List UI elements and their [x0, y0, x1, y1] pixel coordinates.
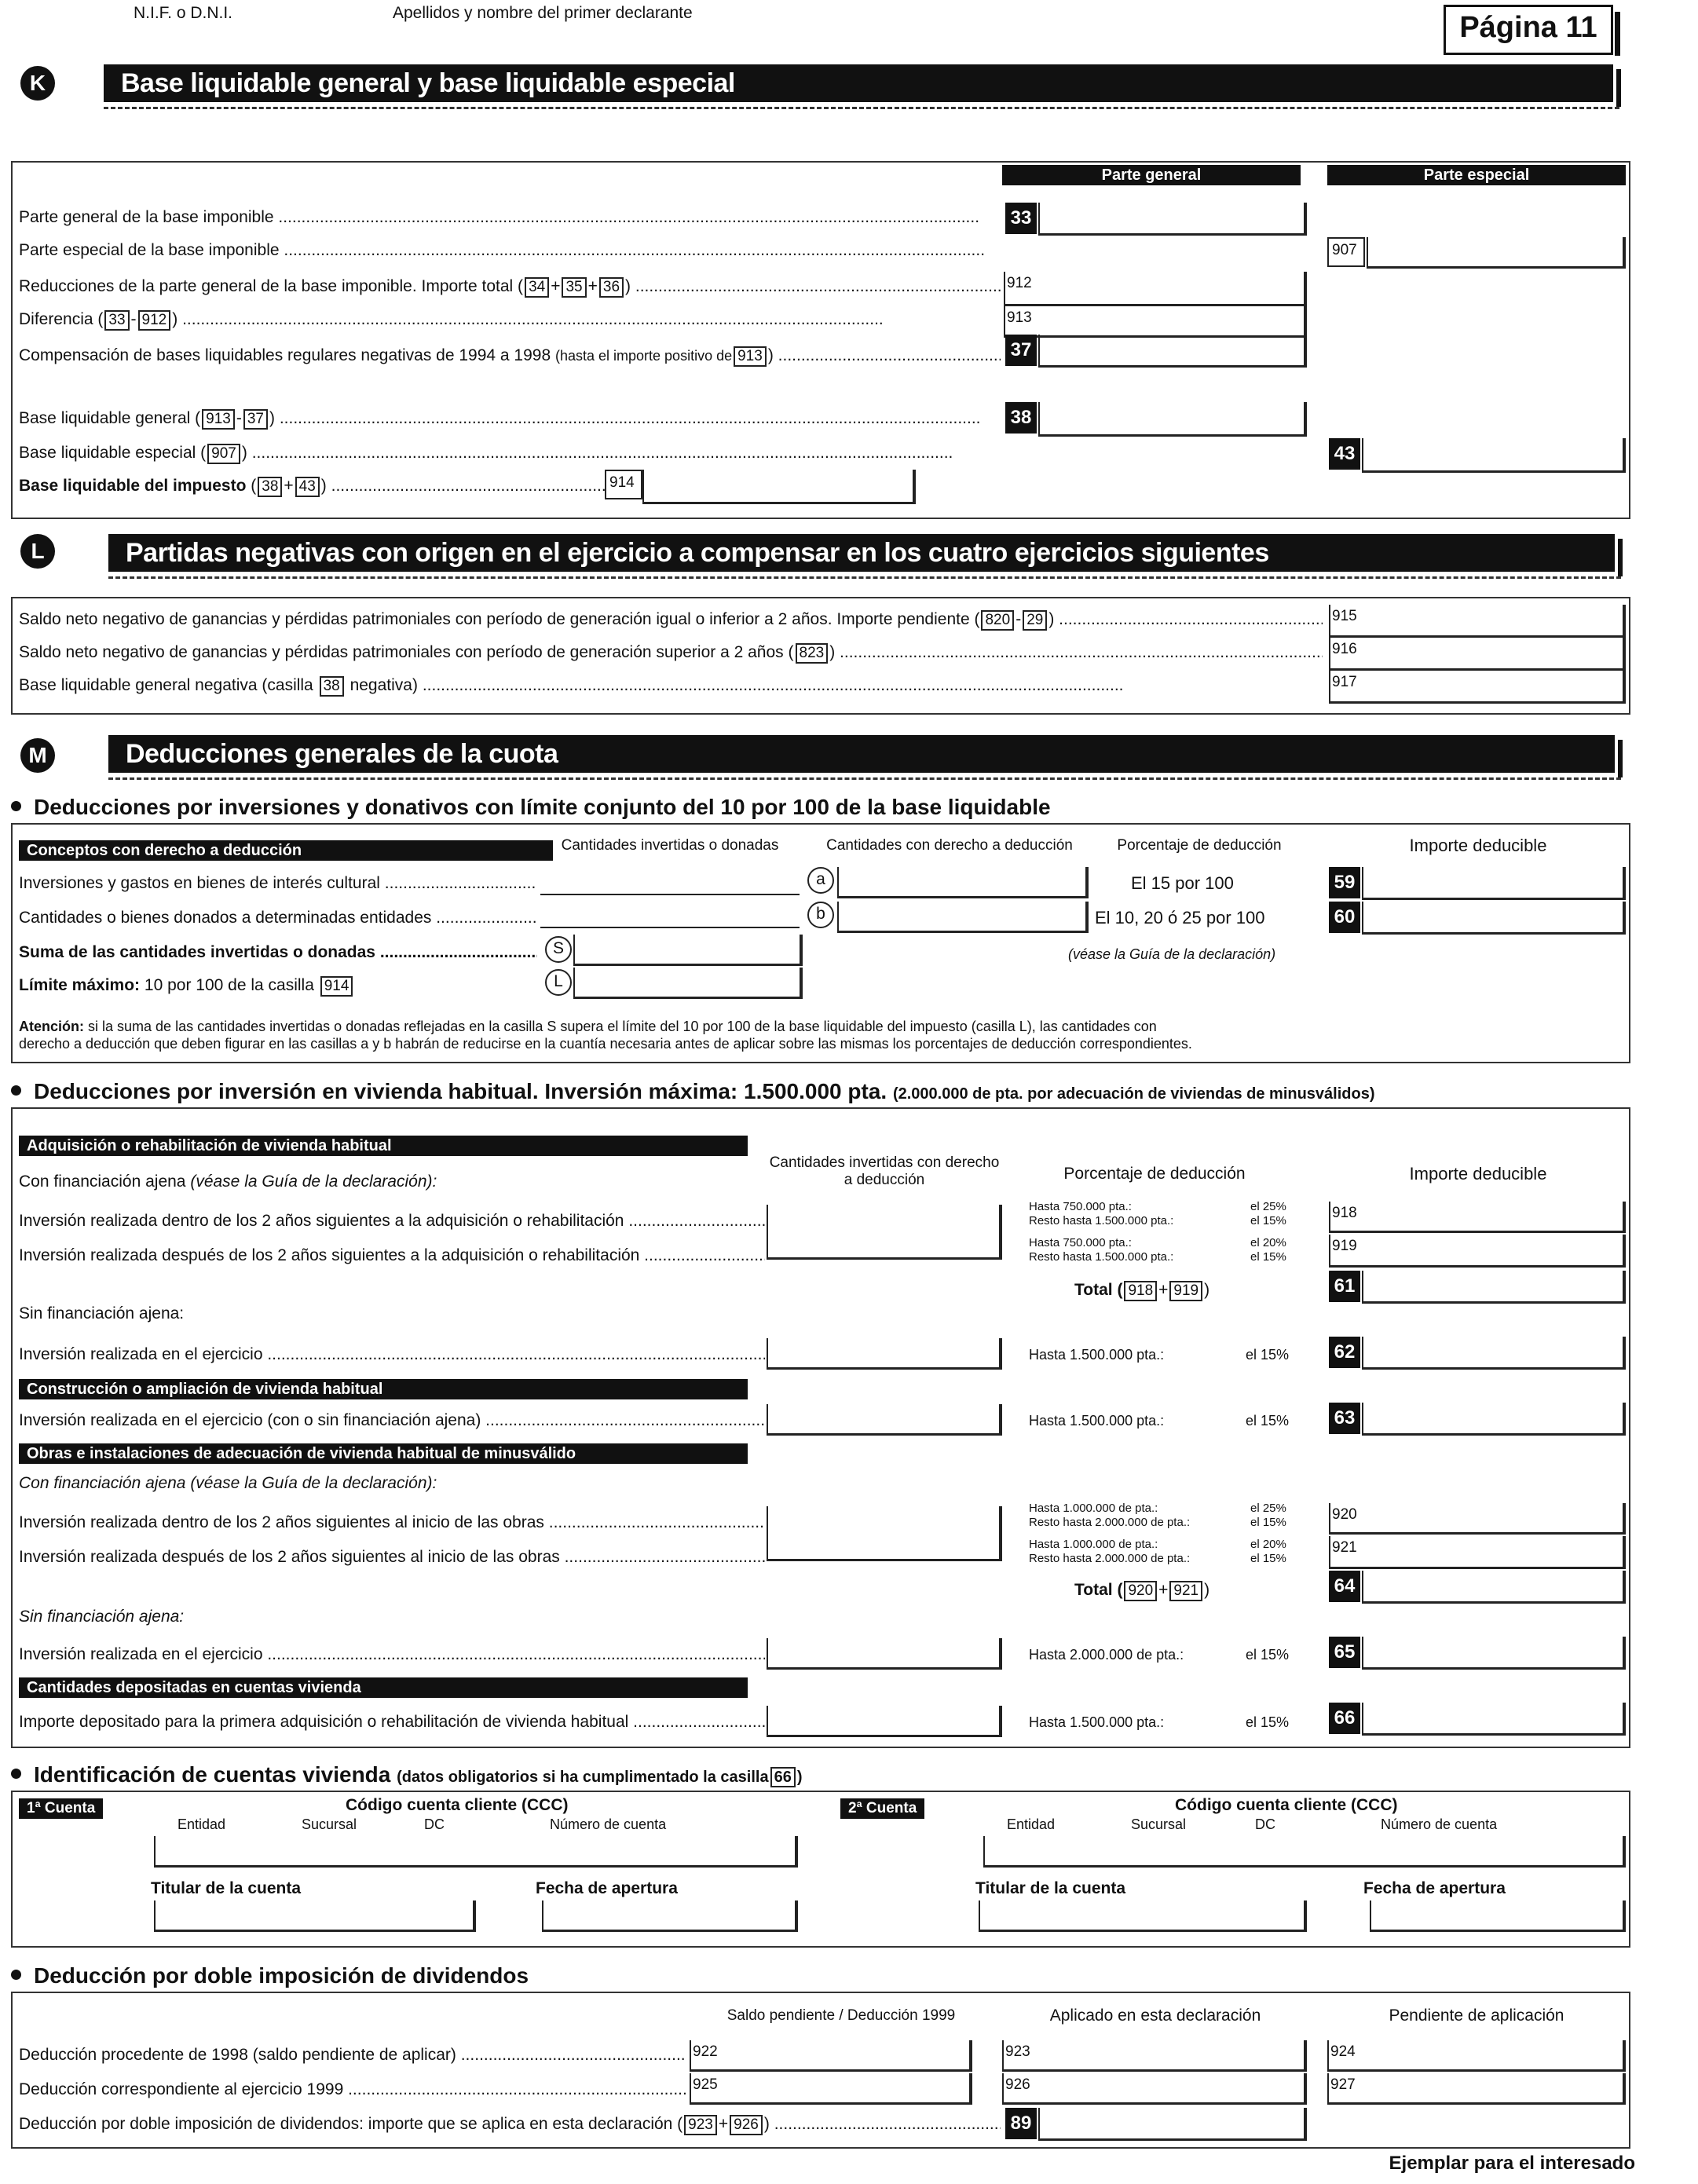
box-64-number: 64 — [1329, 1571, 1360, 1602]
box-926-number: 926 — [1002, 2073, 1038, 2103]
row-saldo-superior-label: Saldo neto negativo de ganancias y pérdidas patrimoniales con período de generación superior a 2 años ( 823 ) ..... — [19, 642, 1323, 664]
section-l-badge: L — [20, 534, 55, 569]
pct-919-line1: Hasta 750.000 pta.: — [1029, 1236, 1132, 1249]
box-59-input[interactable] — [1362, 867, 1626, 900]
numcuenta-label-2: Número de cuenta — [1381, 1816, 1498, 1832]
input-deposito[interactable] — [767, 1706, 1002, 1737]
footer-ejemplar: Ejemplar para el interesado — [1389, 2153, 1635, 2174]
box-33-input[interactable] — [1038, 203, 1307, 236]
circle-b: b — [807, 902, 834, 928]
box-924-input[interactable] — [1327, 2040, 1626, 2072]
colhead-aplicado: Aplicado en esta declaración — [1049, 2007, 1261, 2025]
pct-920-line2-rate: el 15% — [1250, 1516, 1286, 1529]
row-base-especial-label: Base liquidable especial ( 907 ) ..... — [19, 443, 1323, 464]
box-89-input[interactable] — [1038, 2108, 1307, 2141]
sucursal-label-2: Sucursal — [1131, 1816, 1187, 1832]
row-parte-especial-label: Parte especial de la base imponible ..... — [19, 240, 1323, 261]
input-suma[interactable] — [573, 935, 803, 966]
pct-921-line1-rate: el 20% — [1250, 1538, 1286, 1551]
box-60-input[interactable] — [1362, 902, 1626, 935]
box-915-number: 915 — [1329, 605, 1365, 636]
pct-66-limit: Hasta 1.500.000 pta.: — [1029, 1714, 1165, 1730]
note-guia: (véase la Guía de la declaración) — [1068, 946, 1276, 962]
row-ded-1998-label: Deducción procedente de 1998 (saldo pendiente de aplicar) ..... — [19, 2045, 686, 2065]
label-con-financiacion: Con financiación ajena (véase la Guía de la declaración): — [19, 1172, 437, 1191]
fecha-input-2[interactable] — [1370, 1900, 1626, 1932]
label-sin-financiacion: Sin financiación ajena: — [19, 1304, 185, 1322]
fecha-label-2: Fecha de apertura — [1363, 1879, 1506, 1897]
row-obras-sin-fin-label: Inversión realizada en el ejercicio ..... — [19, 1644, 765, 1665]
pct-63-rate: el 15% — [1246, 1413, 1290, 1429]
box-918-number: 918 — [1329, 1202, 1365, 1233]
tag-cuenta-2: 2ª Cuenta — [840, 1798, 924, 1819]
tag-construccion: Construcción o ampliación de vivienda habitual — [19, 1379, 748, 1399]
col-parte-general: Parte general — [1002, 165, 1301, 185]
colhead-viv-importe: Importe deducible — [1409, 1164, 1547, 1183]
pct-921-line1: Hasta 1.000.000 de pta.: — [1029, 1538, 1158, 1551]
nif-label: N.I.F. o D.N.I. — [134, 4, 233, 22]
atencion-line-1: Atención: si la suma de las cantidades invertidas o donadas reflejadas en la casilla S supera el límite del 10 por 100 de la base liquidable del impuesto (casilla L), las cantidades con — [19, 1019, 1157, 1034]
dc-label-1: DC — [424, 1816, 445, 1832]
section-k-title: Base liquidable general y base liquidable especial — [104, 64, 1613, 102]
section-k-badge: K — [20, 66, 55, 101]
total-64-label: Total ( 920 + 921 ) — [1074, 1580, 1209, 1601]
row-saldo-inferior-label: Saldo neto negativo de ganancias y pérdidas patrimoniales con período de generación igual o inferior a 2 años. Importe pendiente ( 820 - 29 ) ..... — [19, 609, 1323, 631]
box-925-number: 925 — [690, 2073, 726, 2103]
box-920-number: 920 — [1329, 1503, 1365, 1535]
box-66-number: 66 — [1329, 1703, 1360, 1734]
box-37-number: 37 — [1005, 335, 1037, 366]
box-918-input[interactable] — [1329, 1202, 1626, 1233]
pct-918-line2-rate: el 15% — [1250, 1214, 1286, 1227]
row-obras-despues-label: Inversión realizada después de los 2 años siguientes al inicio de las obras ..... — [19, 1547, 765, 1568]
row-viv-dentro-label: Inversión realizada dentro de los 2 años siguientes a la adquisición o rehabilitación ..... — [19, 1211, 765, 1231]
box-921-number: 921 — [1329, 1536, 1365, 1568]
box-43-input[interactable] — [1362, 438, 1626, 473]
row-base-general-label: Base liquidable general ( 913 - 37 ) ..... — [19, 408, 1001, 430]
fecha-input-1[interactable] — [542, 1900, 798, 1932]
box-927-number: 927 — [1327, 2073, 1363, 2103]
apellidos-label: Apellidos y nombre del primer declarante — [393, 4, 693, 22]
subsection-vivienda-title: Deducciones por inversión en vivienda habitual. Inversión máxima: 1.500.000 pta. (2.000.000 de pta. por adecuación de viviendas de minusválidos) — [0, 1077, 1375, 1108]
box-915-input[interactable] — [1329, 605, 1626, 638]
row-donados-label: Cantidades o bienes donados a determinadas entidades ..... — [19, 908, 537, 928]
box-920-input[interactable] — [1329, 1503, 1626, 1535]
input-bienes-cultural-derecho[interactable] — [837, 867, 1089, 898]
box-38-input[interactable] — [1038, 402, 1307, 437]
box-926-input[interactable] — [1002, 2073, 1307, 2105]
row-suma-label: Suma de las cantidades invertidas o donadas ..... — [19, 942, 537, 963]
input-limite[interactable] — [573, 968, 803, 999]
box-922-input[interactable] — [690, 2040, 972, 2072]
pct-66-rate: el 15% — [1246, 1714, 1290, 1730]
box-922-number: 922 — [690, 2040, 726, 2070]
ccc-input-1[interactable] — [154, 1836, 798, 1868]
box-912-input[interactable] — [1004, 272, 1307, 306]
box-89-number: 89 — [1005, 2108, 1037, 2139]
input-donados-derecho[interactable] — [837, 902, 1089, 933]
box-916-number: 916 — [1329, 638, 1365, 669]
box-913-number: 913 — [1004, 306, 1040, 336]
row-base-impuesto-label: Base liquidable del impuesto ( 38 + 43 ) ..... — [19, 476, 608, 497]
tag-cuentas-vivienda: Cantidades depositadas en cuentas vivienda — [19, 1677, 748, 1698]
pct-918-line2: Resto hasta 1.500.000 pta.: — [1029, 1214, 1174, 1227]
tag-minusvalido: Obras e instalaciones de adecuación de vivienda habitual de minusválido — [19, 1443, 748, 1464]
total-61-label: Total ( 918 + 919 ) — [1074, 1280, 1209, 1301]
titular-label-2: Titular de la cuenta — [975, 1879, 1125, 1897]
pct-920-line2: Resto hasta 2.000.000 de pta.: — [1029, 1516, 1191, 1529]
page-number: Página 11 — [1444, 5, 1613, 55]
box-64-input[interactable] — [1362, 1571, 1626, 1604]
box-65-number: 65 — [1329, 1637, 1360, 1668]
box-924-number: 924 — [1327, 2040, 1363, 2070]
row-viv-despues-label: Inversión realizada después de los 2 años siguientes a la adquisición o rehabilitación ..... — [19, 1246, 765, 1266]
box-927-input[interactable] — [1327, 2073, 1626, 2105]
colhead-pendiente: Pendiente de aplicación — [1389, 2007, 1564, 2025]
box-43-number: 43 — [1329, 438, 1360, 470]
label-sin-financiacion-2: Sin financiación ajena: — [19, 1608, 185, 1626]
pct-921-line2: Resto hasta 2.000.000 de pta.: — [1029, 1552, 1191, 1565]
row-viv-sin-fin-label: Inversión realizada en el ejercicio ..... — [19, 1344, 765, 1365]
pct-921-line2-rate: el 15% — [1250, 1552, 1286, 1565]
box-37-input[interactable] — [1038, 335, 1307, 368]
box-65-input[interactable] — [1362, 1637, 1626, 1670]
box-38-number: 38 — [1005, 402, 1037, 434]
pct-10-20-25: El 10, 20 ó 25 por 100 — [1095, 908, 1265, 927]
subsection-inversiones-donativos-title: Deducciones por inversiones y donativos con límite conjunto del 10 por 100 de la base liquidable — [0, 793, 1051, 821]
label-con-financiacion-2: Con financiación ajena (véase la Guía de la declaración): — [19, 1474, 437, 1492]
pct-919-line2: Resto hasta 1.500.000 pta.: — [1029, 1250, 1174, 1264]
titular-input-1[interactable] — [154, 1900, 476, 1932]
section-m-badge: M — [20, 738, 55, 773]
box-914-input[interactable] — [642, 470, 916, 504]
titular-input-2[interactable] — [979, 1900, 1307, 1932]
titular-label-1: Titular de la cuenta — [151, 1879, 301, 1897]
box-912-number: 912 — [1004, 272, 1040, 305]
input-donados-invertidas[interactable] — [540, 927, 800, 928]
pct-65-limit: Hasta 2.000.000 de pta.: — [1029, 1647, 1184, 1663]
pct-920-line1: Hasta 1.000.000 de pta.: — [1029, 1502, 1158, 1515]
colhead-derecho: Cantidades con derecho a deducción — [826, 837, 1073, 854]
box-914-number: 914 — [605, 470, 642, 499]
box-61-number: 61 — [1329, 1271, 1360, 1302]
entidad-label-1: Entidad — [177, 1816, 226, 1832]
section-m-title: Deducciones generales de la cuota — [108, 735, 1615, 773]
row-ded-1999-label: Deducción correspondiente al ejercicio 1999 ..... — [19, 2080, 686, 2100]
box-907-number: 907 — [1327, 237, 1365, 267]
pct-918-line1: Hasta 750.000 pta.: — [1029, 1200, 1132, 1213]
box-913-input[interactable] — [1004, 306, 1307, 338]
colhead-porcentaje: Porcentaje de deducción — [1117, 837, 1282, 854]
ccc-input-2[interactable] — [983, 1836, 1626, 1868]
box-33-number: 33 — [1005, 203, 1037, 234]
sucursal-label-1: Sucursal — [302, 1816, 357, 1832]
colhead-viv-porcentaje: Porcentaje de deducción — [1063, 1165, 1246, 1183]
box-923-input[interactable] — [1002, 2040, 1307, 2072]
subsection-dividendos-title: Deducción por doble imposición de dividendos — [0, 1962, 529, 1990]
box-59-number: 59 — [1329, 867, 1360, 898]
row-obras-dentro-label: Inversión realizada dentro de los 2 años siguientes al inicio de las obras ..... — [19, 1513, 765, 1533]
box-62-input[interactable] — [1362, 1337, 1626, 1370]
pct-920-line1-rate: el 25% — [1250, 1502, 1286, 1515]
box-919-number: 919 — [1329, 1235, 1365, 1266]
colhead-viv-cantidades: Cantidades invertidas con derecho a deducción — [769, 1154, 1000, 1188]
pct-65-rate: el 15% — [1246, 1647, 1290, 1663]
numcuenta-label-1: Número de cuenta — [550, 1816, 667, 1832]
box-923-number: 923 — [1002, 2040, 1038, 2070]
box-62-number: 62 — [1329, 1337, 1360, 1368]
pct-63-limit: Hasta 1.500.000 pta.: — [1029, 1413, 1165, 1429]
box-66-input[interactable] — [1362, 1703, 1626, 1736]
colhead-importe: Importe deducible — [1409, 836, 1547, 855]
input-bienes-cultural-invertidas[interactable] — [540, 894, 800, 895]
row-base-negativa-label: Base liquidable general negativa (casilla 38 negativa) ..... — [19, 675, 1323, 697]
row-construccion-label: Inversión realizada en el ejercicio (con o sin financiación ajena) ..... — [19, 1410, 765, 1431]
input-obras-sin-fin[interactable] — [767, 1638, 1002, 1670]
ccc-label-2: Código cuenta cliente (CCC) — [1175, 1796, 1398, 1814]
box-63-input[interactable] — [1362, 1403, 1626, 1436]
ccc-label-1: Código cuenta cliente (CCC) — [346, 1796, 569, 1814]
pct-918-line1-rate: el 25% — [1250, 1200, 1286, 1213]
row-limite-label: Límite máximo: 10 por 100 de la casilla 914 — [19, 975, 354, 997]
box-921-input[interactable] — [1329, 1536, 1626, 1569]
row-ded-dividendos-label: Deducción por doble imposición de dividendos: importe que se aplica en esta declaración ( 923 + 926 ) ..... — [19, 2114, 1001, 2135]
box-63-number: 63 — [1329, 1403, 1360, 1434]
fecha-label-1: Fecha de apertura — [536, 1879, 678, 1897]
input-obras-dentro[interactable] — [767, 1506, 1002, 1561]
box-916-input[interactable] — [1329, 638, 1626, 671]
circle-a: a — [807, 867, 834, 894]
subsection-cuentas-title: Identificación de cuentas vivienda (datos obligatorios si ha cumplimentado la casilla 66 ) — [0, 1761, 803, 1791]
box-925-input[interactable] — [690, 2073, 972, 2105]
box-917-input[interactable] — [1329, 671, 1626, 704]
row-deposito-label: Importe depositado para la primera adquisición o rehabilitación de vivienda habitual ..... — [19, 1712, 765, 1732]
input-viv-sin-fin[interactable] — [767, 1338, 1002, 1370]
box-61-input[interactable] — [1362, 1271, 1626, 1304]
row-diferencia-label: Diferencia ( 33 - 912 ) ..... — [19, 309, 1001, 331]
row-reducciones-label: Reducciones de la parte general de la base imponible. Importe total ( 34 + 35 + 36 ) ..... — [19, 276, 1001, 298]
colhead-invertidas: Cantidades invertidas o donadas — [561, 837, 779, 854]
col-parte-especial: Parte especial — [1327, 165, 1626, 185]
colhead-saldo: Saldo pendiente / Deducción 1999 — [726, 2007, 956, 2024]
row-bienes-cultural-label: Inversiones y gastos en bienes de interés cultural ..... — [19, 873, 537, 894]
input-viv-dentro[interactable] — [767, 1205, 1002, 1260]
box-907-input[interactable] — [1367, 237, 1626, 269]
circle-l: L — [545, 969, 572, 996]
dc-label-2: DC — [1255, 1816, 1275, 1832]
entidad-label-2: Entidad — [1007, 1816, 1056, 1832]
pct-62-limit: Hasta 1.500.000 pta.: — [1029, 1347, 1165, 1363]
circle-s: S — [545, 936, 572, 963]
pct-919-line2-rate: el 15% — [1250, 1250, 1286, 1264]
pct-15: El 15 por 100 — [1131, 873, 1234, 893]
tag-conceptos: Conceptos con derecho a deducción — [19, 840, 553, 861]
box-60-number: 60 — [1329, 902, 1360, 933]
row-compensacion-label: Compensación de bases liquidables regulares negativas de 1994 a 1998 (hasta el importe positivo de 913 ) ..... — [19, 346, 1001, 367]
box-919-input[interactable] — [1329, 1235, 1626, 1268]
input-construccion[interactable] — [767, 1404, 1002, 1436]
pct-62-rate: el 15% — [1246, 1347, 1290, 1363]
tag-cuenta-1: 1ª Cuenta — [19, 1798, 103, 1819]
tag-adquisicion: Adquisición o rehabilitación de vivienda habitual — [19, 1136, 748, 1156]
box-917-number: 917 — [1329, 671, 1365, 702]
section-l-title: Partidas negativas con origen en el ejercicio a compensar en los cuatro ejercicios siguientes — [108, 534, 1615, 572]
atencion-line-2: derecho a deducción que deben figurar en las casillas a y b habrán de reducirse en la cuantía necesaria antes de aplicar sobre las mismas los porcentajes de deducción correspondientes. — [19, 1036, 1192, 1052]
row-parte-general-label: Parte general de la base imponible ..... — [19, 207, 993, 228]
pct-919-line1-rate: el 20% — [1250, 1236, 1286, 1249]
